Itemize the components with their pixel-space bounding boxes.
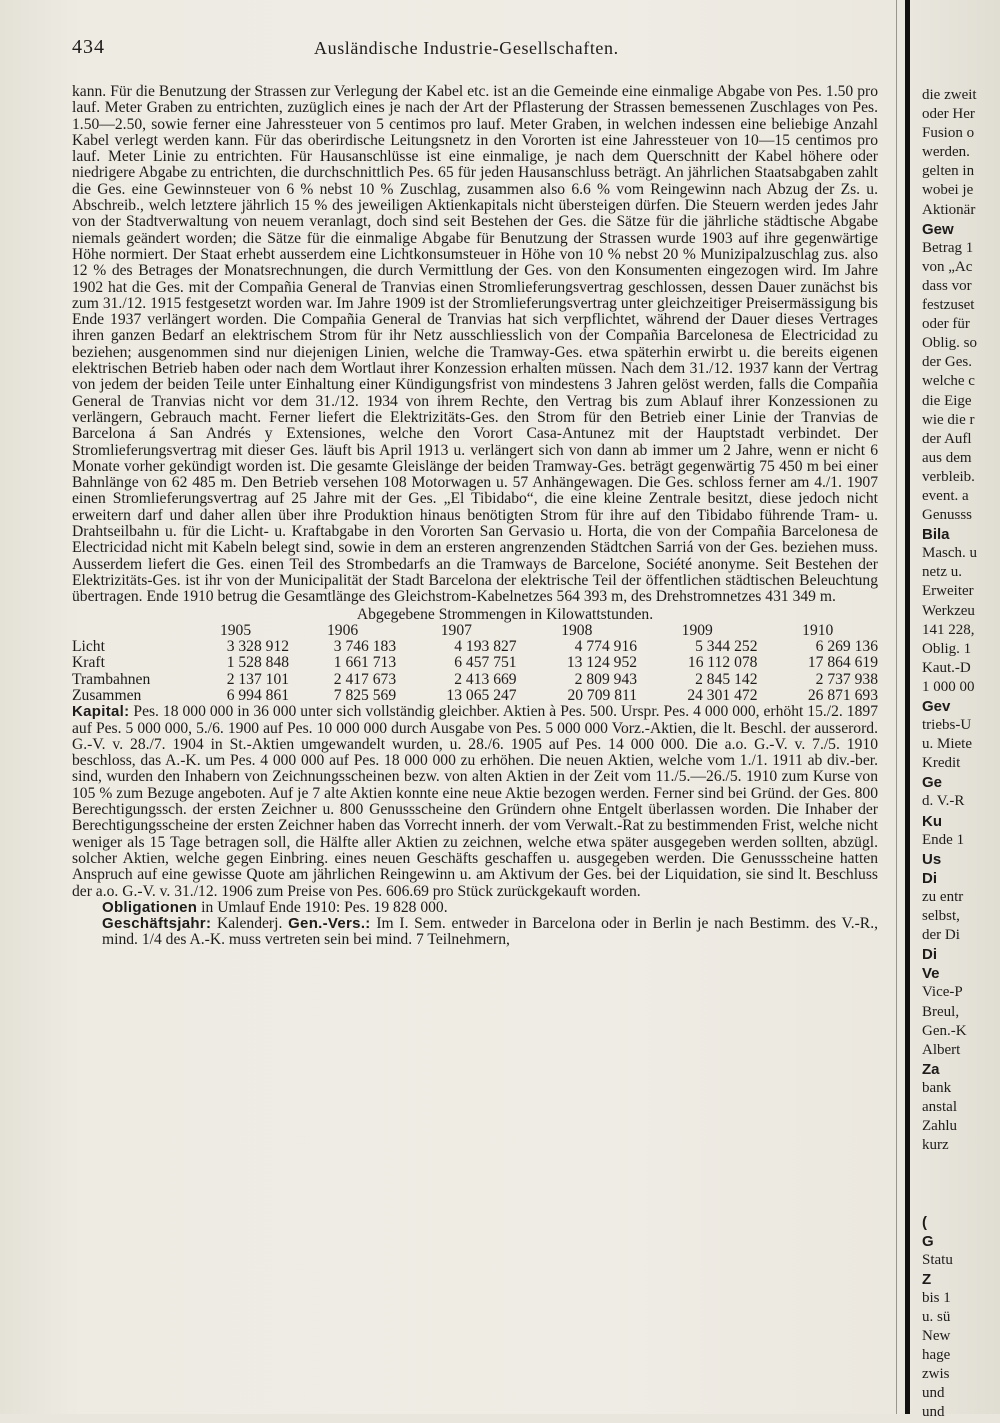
column-divider-thin (896, 0, 897, 1414)
table-cell: 2 413 669 (454, 670, 517, 688)
energy-table (72, 623, 878, 704)
side-line: wie die r (922, 411, 975, 428)
side-line: New (922, 1328, 951, 1345)
side-line: ( (922, 1213, 927, 1231)
side-line: netz u. (922, 564, 962, 581)
side-line: Di (922, 869, 937, 887)
table-header-row (72, 623, 878, 639)
side-line: Kredit (922, 755, 961, 772)
table-row (72, 688, 878, 704)
side-line: Albert (922, 1041, 961, 1058)
table-cell: 4 774 916 (574, 638, 638, 656)
side-line: und (922, 1385, 945, 1402)
main-column (72, 84, 878, 949)
page-gutter-shadow (905, 0, 910, 1414)
side-line: bank (922, 1079, 952, 1096)
side-line: Zahlu (922, 1118, 957, 1135)
table-cell: 3 328 912 (226, 638, 290, 656)
table-year: 1909 (681, 621, 713, 639)
side-line: d. V.-R (922, 793, 965, 810)
side-line: Oblig. so (922, 335, 978, 352)
table-cell: 13 065 247 (446, 686, 517, 704)
table-cell: 17 864 619 (807, 654, 878, 672)
genvers-text: Im I. Sem. entweder in Barcelona oder in Berlin je nach Bestimm. des V.-R., mind. 1/4 des A.-K. muss vertreten sein bei mind. 7 Teilnehmern, (102, 915, 878, 949)
side-line: Genusss (922, 507, 973, 524)
page-header (58, 36, 898, 66)
table-cell: 7 825 569 (333, 686, 397, 704)
side-line: verbleib. (922, 468, 975, 485)
side-line: Oblig. 1 (922, 640, 972, 657)
table-cell: 2 137 101 (226, 670, 290, 688)
obligationen-text: in Umlauf Ende 1910: Pes. 19 828 000. (201, 898, 448, 916)
side-line: der Aufl (922, 430, 972, 447)
side-line: anstal (922, 1098, 957, 1115)
body-paragraph: kann. Für die Benutzung der Strassen zur Verlegung der Kabel etc. ist an die Gemeinde eine einmalige Abgabe von Pes. 1.50 pro lauf. Meter Graben zu entrichten, zuzüglich eines je nach der Art der Pflasterung der Strassen bemessenen Zuschlages von Pes. 1.50—2.50, sowie ferner eine Jahressteuer von 5 centimos pro lauf. Meter Graben, in welchen indessen eine beliebige Anzahl Kabel verlegt werden kann. Für das oberirdische Leitungsnetz in den Vororten ist eine Jahressteuer von 10—15 centimos pro lauf. Meter Linie zu entrichten. Für Hausanschlüsse ist eine einmalige, je nach dem Querschnitt der Kabel höhere oder niedrigere Abgabe zu entrichten, die durchschnittlich Pes. 65 für jeden Hausanschluss beträgt. An jährlichen Staatsabgaben zahlt die Ges. eine Gewinnsteuer von 6 % nebst 10 % Zuschlag, zusammen also 6.6 % vom Reingewinn nach Abzug der Zs. u. Abschreib., welch letztere jährlich 15 % des jeweiligen Aktienkapitals nicht übersteigen dürfen. Die Steuern werden jedes Jahr von der Stadtverwaltung von neuem veranlagt, doch sind seit Bestehen der Ges. die Sätze für die jährliche städtische Abgabe niemals geändert worden; die Sätze für die einmalige Abgabe für Benutzung der Strassen wurde 1903 auf ihre gegenwärtige Höhe normiert. Der Staat erhebt ausserdem eine Lichtkonsumsteuer in Höhe von 10 % nebst 20 % Munizipalzuschlag zus. also 12 % des Betrages der Monatsrechnungen, die durch Vermittlung der Ges. von den Konsumenten eingezogen wird. Im Jahre 1902 hat die Ges. mit der Compañia General de Tranvias einen Stromlieferungsvertrag geschlossen, dessen Dauer zunächst bis zum 31./12. 1915 festgesetzt worden war. Im Jahre 1909 ist der Stromlieferungsvertrag unter gleichzeitiger Preisermässigung bis Ende 1937 verlängert worden. Die Compañia General de Tranvias hat sich verpflichtet, während der Dauer dieses Vertrages ihren ganzen Bedarf an elektrischem Strom für ihr Netz ausschliesslich von der Compañia Barcelonesa de Electricidad zu beziehen; ausgenommen sind nur diejenigen Linien, welche die Tramway-Ges. etwa späterhin erwirbt u. die bereits eigenen elektrischen Betrieb haben oder nach dem Wortlaut ihrer Konzession erhalten müssen. Nach dem 31./12. 1937 kann der Vertrag von jedem der beiden Teile unter Einhaltung einer Kündigungsfrist von mindestens 3 Jahren gelöst werden, falls die Compañia General de Tranvias nicht vor dem 31./12. 1934 von ihrem Rechte, den Vertrag bis zum Ablauf ihrer Konzessionen zu verlängern, Gebrauch macht. Ferner liefert die Elektrizitäts-Ges. den Strom für den Betrieb einer Linie der Tranvias de Barcelona á San Andrés y Extensiones, welche den Vorort Casa-Antunez mit der Hauptstadt verbindet. Der Stromlieferungsvertrag mit dieser Ges. läuft bis April 1913 u. verlängert sich von dann ab immer um 2 Jahre, wenn er nicht 6 Monate vorher gekündigt worden ist. Die gesamte Gleislänge der beiden Tramway-Ges. beträgt gegenwärtig 75 450 m bei einer Bahnlänge von 62 485 m. Den Betrieb versehen 108 Motorwagen u. 57 Anhängewagen. Die Ges. schloss ferner am 4./1. 1907 einen Stromlieferungsvertrag auf 25 Jahre mit der Ges. „El Tibidabo“, die eine kleine Zentrale besitzt, diese jedoch nicht erweitern darf und daher allen über ihre Produktion hinaus benötigten Strom für ihre auf den Tibidabo führende Tram- u. Drahtseilbahn u. für die Licht- u. Kraftabgabe in den Vororten San Gervasio u. Horta, die von der Compañia Barcelonesa de Electricidad nicht mit Kabeln belegt sind, sowie in dem an ersteren angrenzenden Städtchen Sarriá von der Ges. beziehen muss. Ausserdem liefert die Ges. einen Teil des Strombedarfs an die Tramways de Barcelone, Société anonyme. Seit Bestehen der Elektrizitäts-Ges. ist ihr von der Municipalität der Stadt Barcelona der elektrische Teil der öffentlichen städtischen Beleuchtung übertragen. Ende 1910 betrug die Gesamtlänge des Gleichstrom-Kabelnetzes 564 393 m, des Drehstromnetzes 431 349 m. (72, 83, 878, 606)
table-cell: 1 528 848 (226, 654, 290, 672)
side-line: zwis (922, 1366, 950, 1383)
side-line: oder Her (922, 106, 975, 123)
side-line: 141 228, (922, 621, 975, 638)
side-line: triebs-U (922, 717, 972, 734)
side-line: der Di (922, 927, 960, 944)
running-title: Ausländische Industrie-Gesellschaften. (314, 38, 619, 58)
side-line: gelten in (922, 163, 975, 180)
side-line (922, 1193, 1000, 1212)
table-cell: 1 661 713 (333, 654, 397, 672)
side-line: wobei je (922, 182, 974, 199)
table-year: 1905 (219, 621, 252, 639)
side-line (922, 1155, 1000, 1174)
table-cell: 2 845 142 (695, 670, 758, 688)
geschaeftsjahr-label: Geschäftsjahr: (102, 915, 212, 933)
side-line: Werkzeu (922, 602, 975, 619)
side-line: die Eige (922, 392, 972, 409)
table-row (72, 655, 878, 671)
table-cell: 6 994 861 (226, 686, 290, 704)
side-line: Ge (922, 774, 943, 792)
side-line: Di (922, 946, 937, 964)
side-line: selbst, (922, 908, 960, 925)
table-cell: 6 269 136 (815, 638, 878, 656)
side-line: event. a (922, 487, 969, 504)
table-cell: 20 709 811 (567, 686, 638, 704)
side-line: aus dem (922, 449, 972, 466)
table-header-label-cell (72, 623, 182, 639)
table-row (72, 639, 878, 655)
table-cell: 13 124 952 (566, 654, 638, 672)
side-line: Ku (922, 812, 942, 830)
table-cell: 4 193 827 (454, 638, 517, 656)
obligationen-paragraph (72, 900, 878, 916)
table-cell: 2 809 943 (574, 670, 638, 688)
side-line: bis 1 (922, 1289, 951, 1306)
side-line: oder für (922, 316, 970, 333)
side-line: Za (922, 1060, 940, 1078)
side-line: Gen.-K (922, 1022, 967, 1039)
side-line (922, 1174, 1000, 1193)
side-line: werden. (922, 144, 970, 161)
side-line: Kaut.-D (922, 659, 971, 676)
side-line: Breul, (922, 1003, 960, 1020)
table-cell: 3 746 183 (333, 638, 397, 656)
table-row (72, 672, 878, 688)
side-line: zu entr (922, 888, 964, 905)
side-line: Aktionär (922, 201, 976, 218)
table-cell: 26 871 693 (807, 686, 878, 704)
side-line: Fusion o (922, 125, 975, 142)
table-cell: 2 737 938 (815, 670, 878, 688)
side-line: Us (922, 850, 942, 868)
kapital-label: Kapital: (72, 703, 130, 721)
side-line: Statu (922, 1251, 953, 1268)
side-line: Gew (922, 220, 954, 238)
table-cell: 16 112 078 (687, 654, 758, 672)
adjacent-page-column (922, 86, 1000, 1423)
page-number: 434 (72, 36, 105, 58)
obligationen-label: Obligationen (102, 898, 198, 916)
side-line: G (922, 1232, 934, 1250)
table-year: 1907 (440, 621, 472, 639)
table-year: 1908 (561, 621, 593, 639)
row-label: Trambahnen (72, 670, 151, 688)
table-caption: Abgegebene Strommengen in Kilowattstunden. (356, 605, 654, 623)
side-line: dass vor (922, 277, 972, 294)
side-line: Vice-P (922, 984, 963, 1001)
geschaeftsjahr-text: Kalenderj. (216, 915, 283, 933)
side-line: kurz (922, 1137, 949, 1154)
side-line: Ve (922, 965, 940, 983)
row-label: Zusammen (72, 686, 142, 704)
row-label: Kraft (72, 654, 105, 672)
table-cell: 24 301 472 (687, 686, 758, 704)
table-cell: 2 417 673 (333, 670, 397, 688)
side-line: Gev (922, 698, 951, 715)
side-line: Ende 1 (922, 831, 965, 848)
side-line: und (922, 1404, 945, 1421)
side-line: Masch. u (922, 545, 977, 562)
side-line: Bila (922, 526, 950, 544)
side-line: die zweit (922, 87, 977, 103)
side-line: der Ges. (922, 354, 972, 371)
table-year: 1910 (802, 621, 834, 639)
table-cell: 6 457 751 (454, 654, 517, 672)
side-line: u. sü (922, 1309, 951, 1325)
table-cell: 5 344 252 (695, 638, 758, 656)
row-label: Licht (72, 638, 105, 656)
geschaeftsjahr-paragraph (72, 916, 878, 949)
side-line: Z (922, 1270, 932, 1288)
side-line: 1 000 00 (922, 678, 975, 695)
side-line: festzuset (922, 297, 975, 314)
side-line: hage (922, 1347, 951, 1364)
table-year: 1906 (327, 621, 359, 639)
side-line: u. Miete (922, 736, 972, 753)
side-line: von „Ac (922, 258, 973, 275)
side-line: welche c (922, 373, 975, 390)
kapital-text: Pes. 18 000 000 in 36 000 unter sich vollständig gleichber. Aktien à Pes. 500. Urspr. Pes. 4 000 000, erhöht 15./2. 1897 auf Pes. 5 000 000, 5./6. 1900 auf Pes. 10 000 000 durch Ausgabe von Pes. 5 000 000 Vorz.-Aktien, die lt. Beschl. der ausserord. G.-V. v. 28./7. 1904 in St.-Aktien umgewandelt wurden, u. 28./6. 1905 auf Pes. 14 000 000. Die a.o. G.-V. v. 7./5. 1910 beschloss, das A.-K. um Pes. 4 000 000 auf Pes. 18 000 000 zu erhöhen. Die neuen Aktien, welche vom 1./1. 1911 ab div.-ber. sind, wurden den Inhabern von Zeichnungsscheinen bezw. von alten Aktien in der Zeit vom 11./5.—26./5. 1910 zum Kurse von 105 % zum Bezuge angeboten. Auf je 7 alte Aktien konnte eine neue Aktie bezogen werden. Ferner sind bei Gründ. der Ges. 800 Berechtigungssch. der ersten Zeichner u. 800 Genussscheine den Gründern ohne Entgelt überlassen worden. Die Inhaber der Berechtigungsscheine der ersten Zeichner haben das Vorrecht innerh. der vom Verwalt.-Rat zu bestimmenden Frist, welche nicht weniger als 15 Tage betragen soll, die Hälfte aller Aktien zu zeichnen, welche etwa später ausgegeben werden sollten, abzügl. solcher Aktien, welche gegen Einbring. eines neuen Geschäfts geschaffen u. ausgegeben werden. Die Genussscheine hatten Anspruch auf eine gewisse Quote am jährlichen Reingewinn u. am Aktivum der Ges. bei der Liquidation, sie sind lt. Beschluss der a.o. G.-V. v. 31./12. 1906 zum Preise von Pes. 606.69 pro Stück zurückgekauft worden. (72, 703, 878, 900)
kapital-paragraph (72, 704, 878, 900)
side-line: Erweiter (922, 583, 974, 600)
side-line: Betrag 1 (922, 239, 974, 256)
genvers-label: Gen.-Vers.: (288, 915, 371, 933)
